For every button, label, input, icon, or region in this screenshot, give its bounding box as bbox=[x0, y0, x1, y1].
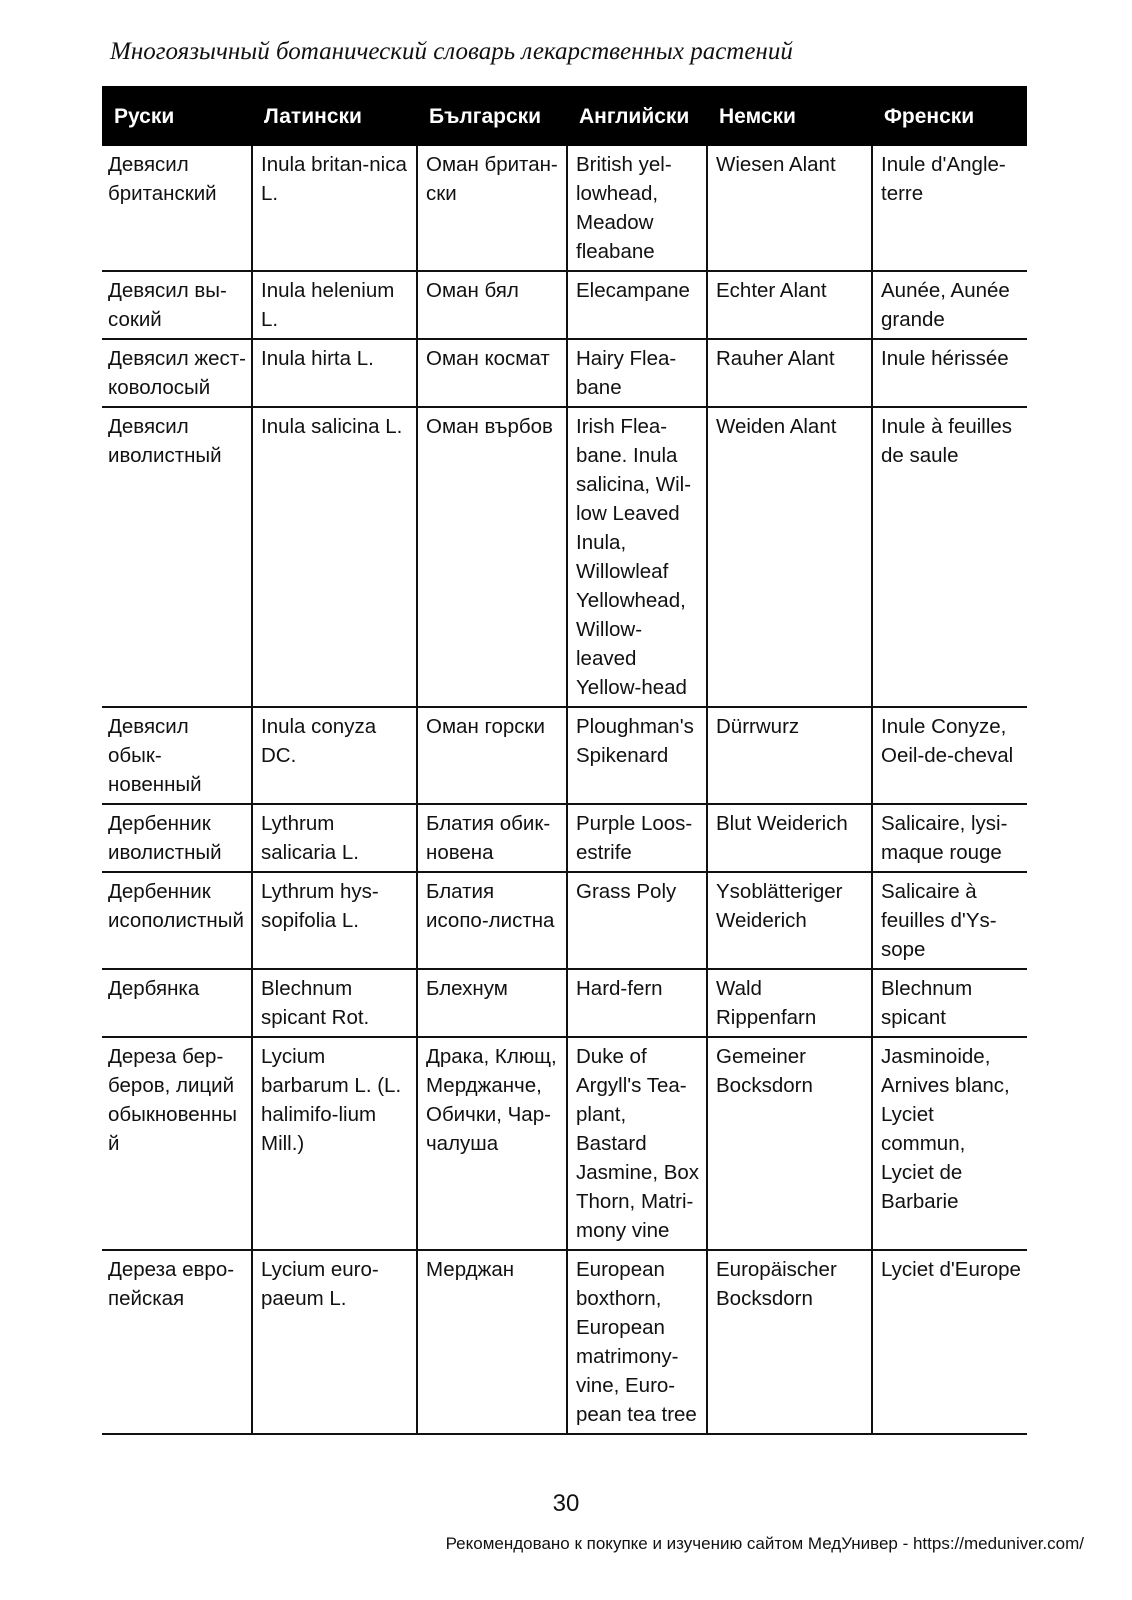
cell-english: Irish Flea-bane. Inula salicina, Wil-low Leaved Inula, Willowleaf Yellowhead, Willow-leaved Yellow-head bbox=[567, 407, 707, 707]
cell-english: Grass Poly bbox=[567, 872, 707, 969]
cell-german: Rauher Alant bbox=[707, 339, 872, 407]
cell-french: Inule Conyze, Oeil-de-cheval bbox=[872, 707, 1027, 804]
cell-german: Ysoblätteriger Weiderich bbox=[707, 872, 872, 969]
page-number: 30 bbox=[552, 1490, 580, 1517]
cell-russian: Девясил жест-коволосый bbox=[102, 339, 252, 407]
cell-russian: Девясил иволистный bbox=[102, 407, 252, 707]
cell-german: Echter Alant bbox=[707, 271, 872, 339]
cell-french: Salicaire à feuilles d'Ys-sope bbox=[872, 872, 1027, 969]
column-header-english: Английски bbox=[567, 86, 707, 146]
dictionary-table bbox=[102, 86, 1027, 1435]
cell-russian: Девясил обык-новенный bbox=[102, 707, 252, 804]
cell-french: Blechnum spicant bbox=[872, 969, 1027, 1037]
cell-french: Jasminoide, Arnives blanc, Lyciet commun, Lyciet de Barbarie bbox=[872, 1037, 1027, 1250]
cell-german: Europäischer Bocksdorn bbox=[707, 1250, 872, 1434]
cell-latin: Inula hirta L. bbox=[252, 339, 417, 407]
cell-bulgarian: Оман горски bbox=[417, 707, 567, 804]
column-header-german: Немски bbox=[707, 86, 872, 146]
cell-latin: Inula salicina L. bbox=[252, 407, 417, 707]
table-row bbox=[102, 271, 1027, 339]
cell-english: Hard-fern bbox=[567, 969, 707, 1037]
cell-french: Inule d'Angle-terre bbox=[872, 146, 1027, 271]
page-title: Многоязычный ботанический словарь лекарственных растений bbox=[110, 38, 793, 65]
cell-french: Salicaire, lysi-maque rouge bbox=[872, 804, 1027, 872]
column-header-french: Френски bbox=[872, 86, 1027, 146]
cell-russian: Дербенник исополистный bbox=[102, 872, 252, 969]
cell-latin: Inula conyza DC. bbox=[252, 707, 417, 804]
cell-english: Ploughman's Spikenard bbox=[567, 707, 707, 804]
cell-english: Hairy Flea-bane bbox=[567, 339, 707, 407]
cell-latin: Lythrum salicaria L. bbox=[252, 804, 417, 872]
table-row bbox=[102, 804, 1027, 872]
cell-german: Weiden Alant bbox=[707, 407, 872, 707]
cell-russian: Дербенник иволистный bbox=[102, 804, 252, 872]
cell-bulgarian: Оман върбов bbox=[417, 407, 567, 707]
footer-note: Рекомендовано к покупке и изучению сайтом МедУнивер - https://meduniver.com/ bbox=[445, 1534, 1084, 1553]
cell-latin: Blechnum spicant Rot. bbox=[252, 969, 417, 1037]
table-header-row bbox=[102, 86, 1027, 146]
cell-bulgarian: Драка, Клющ, Мерджанче, Обички, Чар-чалуша bbox=[417, 1037, 567, 1250]
cell-french: Lyciet d'Europe bbox=[872, 1250, 1027, 1434]
cell-german: Dürrwurz bbox=[707, 707, 872, 804]
cell-russian: Девясил вы-сокий bbox=[102, 271, 252, 339]
cell-latin: Inula helenium L. bbox=[252, 271, 417, 339]
cell-russian: Дереза бер-беров, лиций обыкновенный bbox=[102, 1037, 252, 1250]
cell-french: Aunée, Aunée grande bbox=[872, 271, 1027, 339]
table-row bbox=[102, 1037, 1027, 1250]
table-row bbox=[102, 1250, 1027, 1434]
cell-bulgarian: Блатия обик-новена bbox=[417, 804, 567, 872]
cell-bulgarian: Блехнум bbox=[417, 969, 567, 1037]
cell-english: Elecampane bbox=[567, 271, 707, 339]
cell-bulgarian: Блатия исопо-листна bbox=[417, 872, 567, 969]
cell-german: Blut Weiderich bbox=[707, 804, 872, 872]
table-row bbox=[102, 339, 1027, 407]
cell-english: Purple Loos-estrife bbox=[567, 804, 707, 872]
table-row bbox=[102, 707, 1027, 804]
cell-french: Inule à feuilles de saule bbox=[872, 407, 1027, 707]
column-header-russian: Руски bbox=[102, 86, 252, 146]
cell-russian: Дербянка bbox=[102, 969, 252, 1037]
table-row bbox=[102, 969, 1027, 1037]
table-row bbox=[102, 407, 1027, 707]
cell-english: Duke of Argyll's Tea-plant, Bastard Jasmine, Box Thorn, Matri-mony vine bbox=[567, 1037, 707, 1250]
cell-french: Inule hérissée bbox=[872, 339, 1027, 407]
cell-english: European boxthorn, European matrimony-vine, Euro-pean tea tree bbox=[567, 1250, 707, 1434]
cell-russian: Девясил британский bbox=[102, 146, 252, 271]
table-row bbox=[102, 872, 1027, 969]
cell-english: British yel-lowhead, Meadow fleabane bbox=[567, 146, 707, 271]
cell-german: Wiesen Alant bbox=[707, 146, 872, 271]
cell-bulgarian: Оман британ-ски bbox=[417, 146, 567, 271]
cell-latin: Lycium euro-paeum L. bbox=[252, 1250, 417, 1434]
cell-russian: Дереза евро-пейская bbox=[102, 1250, 252, 1434]
cell-bulgarian: Оман бял bbox=[417, 271, 567, 339]
cell-latin: Inula britan-nica L. bbox=[252, 146, 417, 271]
cell-german: Gemeiner Bocksdorn bbox=[707, 1037, 872, 1250]
table-row bbox=[102, 146, 1027, 271]
cell-bulgarian: Оман космат bbox=[417, 339, 567, 407]
column-header-latin: Латински bbox=[252, 86, 417, 146]
cell-bulgarian: Мерджан bbox=[417, 1250, 567, 1434]
cell-german: Wald Rippenfarn bbox=[707, 969, 872, 1037]
cell-latin: Lycium barbarum L. (L. halimifo-lium Mill.) bbox=[252, 1037, 417, 1250]
column-header-bulgarian: Български bbox=[417, 86, 567, 146]
cell-latin: Lythrum hys-sopifolia L. bbox=[252, 872, 417, 969]
